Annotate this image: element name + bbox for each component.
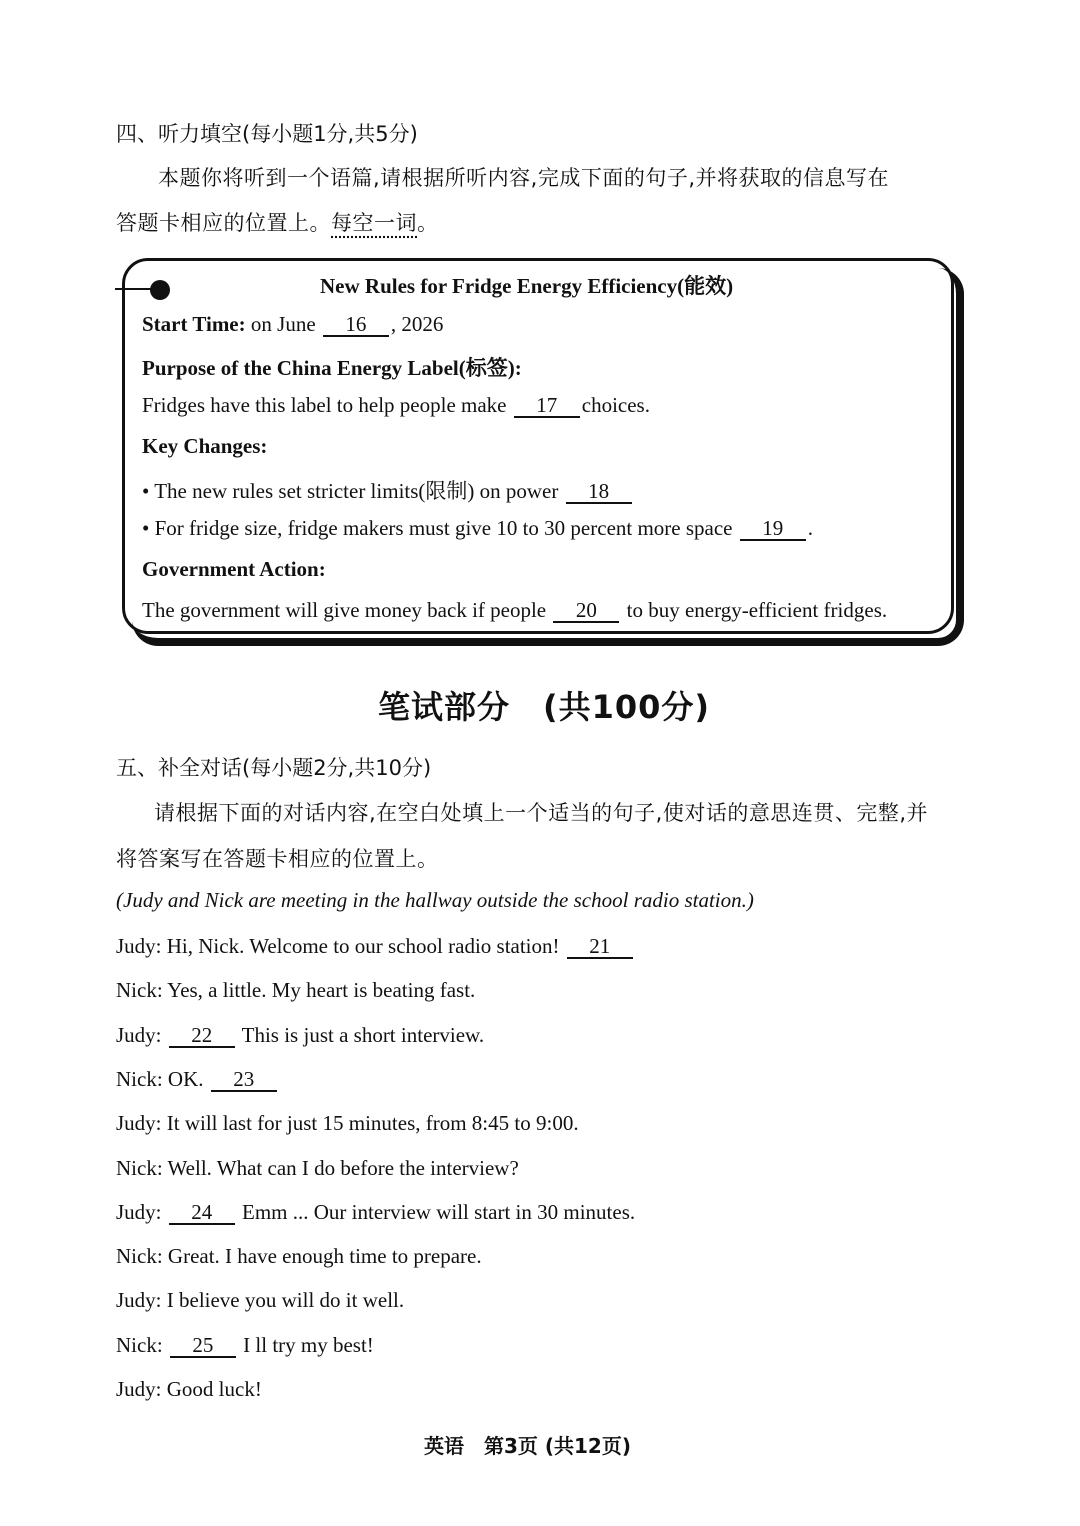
change-line-1 xyxy=(142,475,634,505)
government-text-end: to buy energy-efficient fridges. xyxy=(626,598,888,622)
start-time-text: on June xyxy=(250,312,316,336)
dialogue-text: Judy: It will last for just 15 minutes, from 8:45 to 9:00. xyxy=(116,1111,579,1136)
change-2-end: . xyxy=(807,516,814,540)
answer-blank-25[interactable]: 25 xyxy=(170,1334,236,1358)
start-time-line xyxy=(142,312,443,337)
dialogue-line xyxy=(116,1333,374,1358)
dialogue-line xyxy=(116,1067,279,1092)
dialogue-text: Nick: Yes, a little. My heart is beating fast. xyxy=(116,978,476,1003)
dialogue-line xyxy=(116,1288,404,1313)
change-1-text: • The new rules set stricter limits(限制) on power xyxy=(142,479,559,503)
dialogue-line xyxy=(116,1111,579,1136)
purpose-line xyxy=(142,393,650,418)
blank-17[interactable]: 17 xyxy=(514,394,580,418)
blank-19[interactable]: 19 xyxy=(740,517,806,541)
government-action-label: Government Action: xyxy=(142,557,326,581)
dialogue-text: Judy: xyxy=(116,1199,162,1224)
dialogue-text: Nick: Well. What can I do before the interview? xyxy=(116,1155,519,1180)
answer-blank-22[interactable]: 22 xyxy=(169,1024,235,1048)
dialogue-instruction-line2: 将答案写在答题卡相应的位置上。 xyxy=(116,847,439,871)
dialogue-text: Nick: xyxy=(116,1332,163,1357)
dialogue-text-end: I ll try my best! xyxy=(243,1332,374,1357)
section-four-heading: 四、听力填空(每小题1分,共5分) xyxy=(116,122,418,146)
section-five-heading: 五、补全对话(每小题2分,共10分) xyxy=(116,756,432,780)
notice-title: New Rules for Fridge Energy Efficiency(能效) xyxy=(320,274,734,298)
key-changes-label: Key Changes: xyxy=(142,434,268,458)
dialogue-line xyxy=(116,1023,484,1048)
blank-18[interactable]: 18 xyxy=(566,480,632,504)
start-time-label: Start Time: xyxy=(142,312,246,336)
written-part-title: 笔试部分 (共100分) xyxy=(378,688,711,726)
dialogue-text: Judy: Hi, Nick. Welcome to our school radio station! xyxy=(116,934,560,958)
dialogue-text: Judy: xyxy=(116,1022,162,1047)
pin-line xyxy=(115,288,155,290)
dialogue-text: Nick: OK. xyxy=(116,1066,204,1091)
emphasis-text: 每空一词 xyxy=(331,211,417,235)
answer-blank-24[interactable]: 24 xyxy=(169,1201,235,1225)
listening-instruction-line2 xyxy=(116,207,439,237)
dialogue-line xyxy=(116,1156,519,1181)
dialogue-text: Nick: Great. I have enough time to prepare. xyxy=(116,1244,482,1269)
pushpin-icon xyxy=(150,280,170,300)
change-line-2 xyxy=(142,516,813,541)
dialogue-line xyxy=(116,1200,635,1225)
answer-blank-21[interactable]: 21 xyxy=(567,935,633,959)
change-2-text: • For fridge size, fridge makers must give 10 to 30 percent more space xyxy=(142,516,733,540)
purpose-text: Fridges have this label to help people make xyxy=(142,393,507,417)
dialogue-text-end: This is just a short interview. xyxy=(241,1022,485,1047)
dialogue-text: Judy: I believe you will do it well. xyxy=(116,1288,405,1313)
government-text: The government will give money back if people xyxy=(142,598,547,622)
dialogue-scene: (Judy and Nick are meeting in the hallway outside the school radio station.) xyxy=(116,888,754,912)
dialogue-text: Judy: Good luck! xyxy=(116,1377,262,1401)
dialogue-line xyxy=(116,1377,262,1402)
dialogue-instruction-line1: 请根据下面的对话内容,在空白处填上一个适当的句子,使对话的意思连贯、完整,并 xyxy=(154,801,929,825)
blank-20[interactable]: 20 xyxy=(553,599,619,623)
answer-blank-23[interactable]: 23 xyxy=(211,1068,277,1092)
dialogue-text-end: Emm ... Our interview will start in 30 minutes. xyxy=(242,1199,636,1224)
dialogue-line xyxy=(116,934,635,959)
purpose-text-end: choices. xyxy=(581,393,650,417)
listening-instruction-line1: 本题你将听到一个语篇,请根据所听内容,完成下面的句子,并将获取的信息写在 xyxy=(158,166,890,190)
government-line xyxy=(142,598,887,623)
instruction-text: 答题卡相应的位置上。 xyxy=(116,211,331,235)
purpose-label: Purpose of the China Energy Label(标签): xyxy=(142,356,522,380)
start-time-year: , 2026 xyxy=(390,312,444,336)
dialogue-line xyxy=(116,1244,482,1269)
blank-16[interactable]: 16 xyxy=(323,313,389,337)
page-footer: 英语 第3页 (共12页) xyxy=(424,1434,631,1458)
dialogue-line xyxy=(116,978,475,1003)
instruction-end: 。 xyxy=(417,211,439,235)
